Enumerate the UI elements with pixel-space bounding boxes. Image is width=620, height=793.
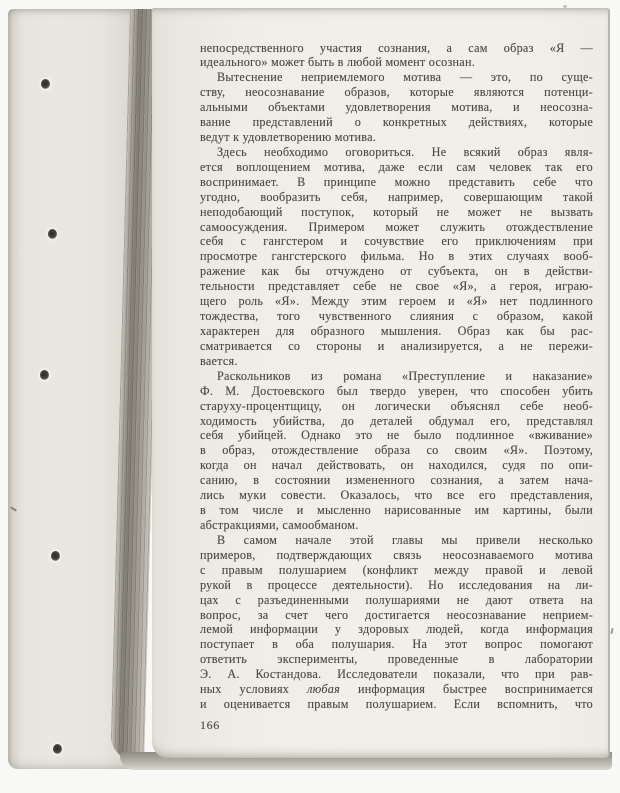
text-line: когда он начал действовать, он находился, судя по опи- — [200, 458, 593, 473]
text-line: самоосуждения. Примером может служить отождествление — [200, 219, 593, 234]
punch-hole — [41, 79, 50, 89]
text-line: Э. А. Костандова. Исследователи показали, что при рав- — [200, 667, 593, 682]
page-text — [200, 41, 593, 733]
text-line: угодно, вообразить себя, например, совершающим такой — [200, 189, 593, 204]
text-line: идеального» может быть в любой момент осознан. — [200, 55, 476, 70]
text-line: тождества, того чувственного слияния с образом, какой — [200, 309, 593, 324]
punch-hole — [53, 744, 62, 754]
text-line: неподобающий поступок, который не может не вызвать — [200, 204, 593, 219]
paragraph — [200, 70, 593, 145]
text-line: себя убийцей. Однако это не было подлинное «вживание» — [200, 428, 593, 443]
text-line: поступает в оба полушария. На этот вопрос помогают — [200, 637, 593, 652]
paragraph — [200, 41, 593, 71]
text-line: цах с разъединенными полушариями не дают ответа на — [200, 592, 593, 607]
text-line: с правым полушарием (конфликт между правой и левой — [200, 562, 593, 577]
paragraph — [200, 369, 593, 533]
text-line: вание представлений о конкретных действиях, которые — [200, 115, 593, 130]
text-line: ведут к удовлетворению мотива. — [200, 130, 377, 145]
punch-hole — [48, 229, 57, 239]
text-line: в образ, отождествление образа со своим «Я». Поэтому, — [200, 443, 593, 458]
paragraph — [200, 145, 593, 369]
text-line: просмотре гангстерского фильма. Но в этих случаях вооб- — [200, 249, 593, 264]
text-line: Вытеснение неприемлемого мотива — это, по суще- — [217, 70, 593, 85]
text-line: вается. — [200, 353, 238, 368]
text-line: сматривается со стороны и анализируется, а не пережи- — [200, 338, 593, 353]
text-line: рукой в процессе деятельности). Но исследования на ли- — [200, 577, 593, 592]
text-line: ных условиях любая информация быстрее воспринимается — [200, 682, 593, 697]
paragraph — [200, 533, 593, 712]
text-line: ходимость убийства, до деталей обдумал его, представлял — [200, 413, 593, 428]
punch-hole — [40, 370, 49, 380]
text-line: непосредственного участия сознания, а сам образ «Я — — [200, 40, 593, 55]
text-line: В самом начале этой главы мы привели несколько — [217, 532, 593, 547]
text-line: ется воплощением мотива, даже если сам человек так его — [200, 159, 593, 174]
text-line: характерен для образного мышления. Образ как бы рас- — [200, 324, 593, 339]
book-page — [152, 8, 610, 758]
text-line: тельности представляет себе не свое «Я», а героя, играю- — [200, 279, 593, 294]
text-line: лись муки совести. Оказалось, что все его представления, — [200, 488, 593, 503]
text-line: абстракциями, самообманом. — [200, 518, 359, 532]
text-line: ражение как бы отчуждено от субъекта, он в действи- — [200, 264, 593, 279]
text-line: Ф. М. Достоевского был твердо уверен, что способен убить — [200, 383, 593, 398]
scan-speck — [610, 628, 613, 634]
text-line: санию, в состоянии измененного сознания, а затем нача- — [200, 473, 593, 488]
text-line: ответить эксперименты, проведенные в лаборатории — [200, 652, 593, 667]
text-line: альными объектами удовлетворения мотива, и неосозна- — [200, 100, 593, 115]
text-line: щего роль «Я». Между этим героем и «Я» нет подлинного — [200, 294, 593, 309]
punch-hole — [51, 551, 60, 561]
text-line: в том числе и мысленно нарисованные им картины, были — [200, 503, 593, 518]
text-line: лемой информации у здоровых людей, когда информация — [200, 622, 593, 637]
text-line: вопрос, за счет чего достигается неосознавание неприем- — [200, 607, 593, 622]
text-line: старуху-процентщицу, он логически объяснял себе необ- — [200, 398, 593, 413]
text-line: примеров, подтверждающих связь неосознаваемого мотива — [200, 547, 593, 562]
text-line: Раскольников из романа «Преступление и наказание» — [217, 368, 593, 383]
scan-speck — [563, 5, 567, 8]
text-line: себя с гангстером и сочувствие его приключениям при — [200, 234, 593, 249]
text-line: воспринимает. В принципе можно представить себе что — [200, 174, 593, 189]
text-line: и оценивается правым полушарием. Если вспомнить, что — [200, 697, 593, 712]
page-number: 166 — [200, 717, 220, 732]
text-line: Здесь необходимо оговориться. Не всякий образ явля- — [217, 144, 593, 159]
text-line: ству, неосознавание образов, которые являются потенци- — [200, 85, 593, 100]
